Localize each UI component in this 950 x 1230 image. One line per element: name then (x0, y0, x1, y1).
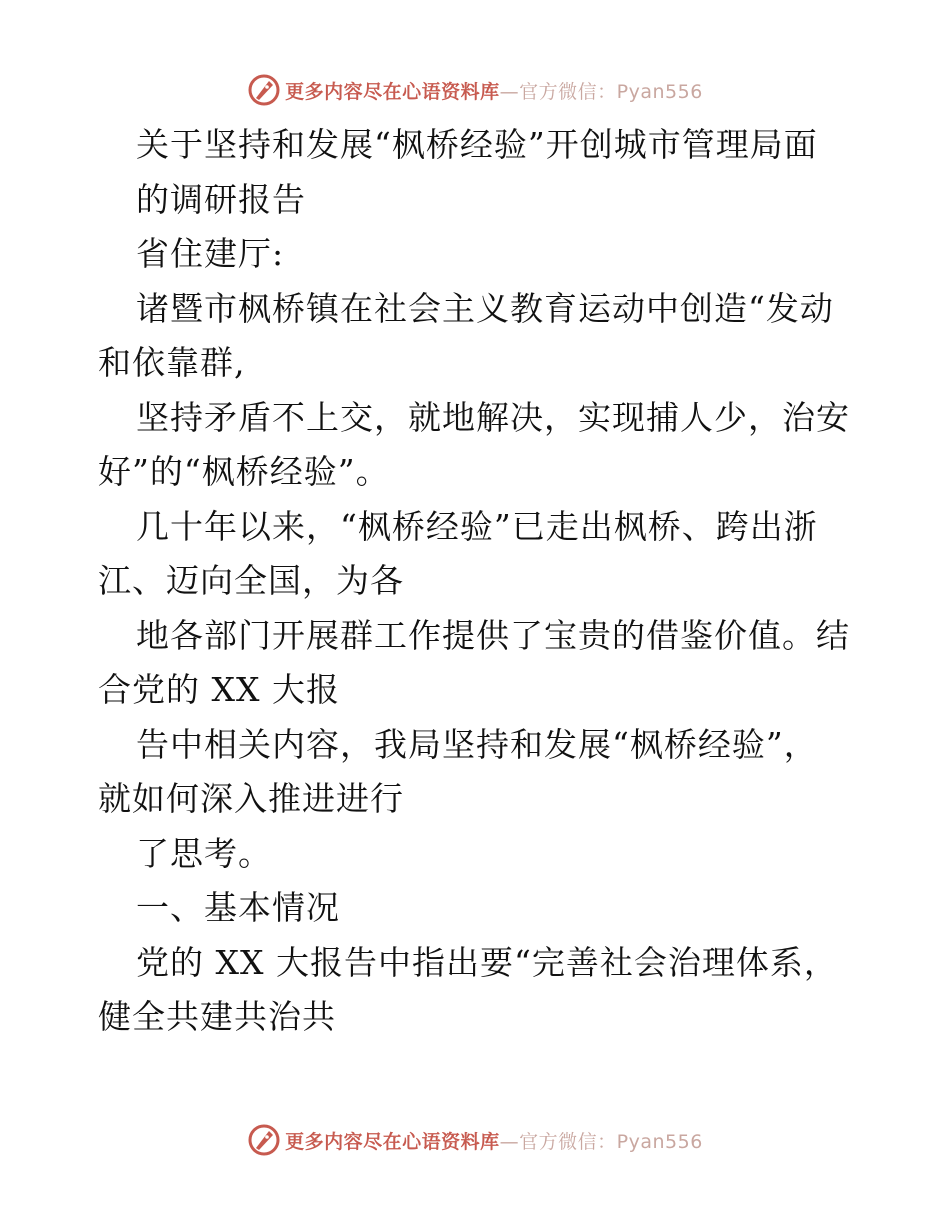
text-line: 好”的“枫桥经验”。 (98, 452, 390, 491)
text-line: 江、迈向全国，为各 (98, 561, 404, 600)
text-line: 健全共建共治共 (98, 997, 336, 1036)
text-line: 和依靠群, (98, 343, 246, 382)
text-line: 几十年以来，“枫桥经验”已走出枫桥、跨出浙 (136, 506, 818, 546)
header-watermark-banner (0, 70, 950, 110)
contact-text: 官方微信：Pyan556 (519, 1130, 703, 1153)
text-line: 坚持矛盾不上交，就地解决，实现捕人少，治安 (136, 397, 850, 437)
text-line: 关于坚持和发展“枫桥经验”开创城市管理局面 (136, 125, 818, 164)
contact-text: 官方微信：Pyan556 (519, 80, 703, 103)
text-line: 一、基本情况 (136, 888, 340, 927)
text-line: 党的 XX 大报告中指出要“完善社会治理体系， (136, 942, 838, 982)
text-line: 省住建厅: (136, 234, 285, 273)
text-line: 的调研报告 (136, 179, 306, 219)
document-body (98, 118, 858, 1045)
banner-text (285, 1127, 703, 1154)
brand-text: 更多内容尽在心语资料库 (285, 1130, 500, 1153)
banner-separator: — (499, 1130, 520, 1153)
footer-watermark-banner (0, 1120, 950, 1160)
brand-text: 更多内容尽在心语资料库 (285, 80, 500, 103)
pen-nib-circle-icon (247, 1123, 281, 1157)
text-line: 告中相关内容，我局坚持和发展“枫桥经验”， (136, 724, 818, 764)
text-line: 合党的 XX 大报 (98, 670, 340, 709)
pen-nib-circle-icon (247, 73, 281, 107)
text-line: 就如何深入推进进行 (98, 779, 404, 818)
text-line: 地各部门开展群工作提供了宝贵的借鉴价值。结 (136, 615, 850, 655)
banner-separator: — (499, 80, 520, 103)
text-line: 诸暨市枫桥镇在社会主义教育运动中创造“发动 (136, 288, 834, 328)
text-line: 了思考。 (136, 833, 272, 873)
banner-text (285, 77, 703, 104)
